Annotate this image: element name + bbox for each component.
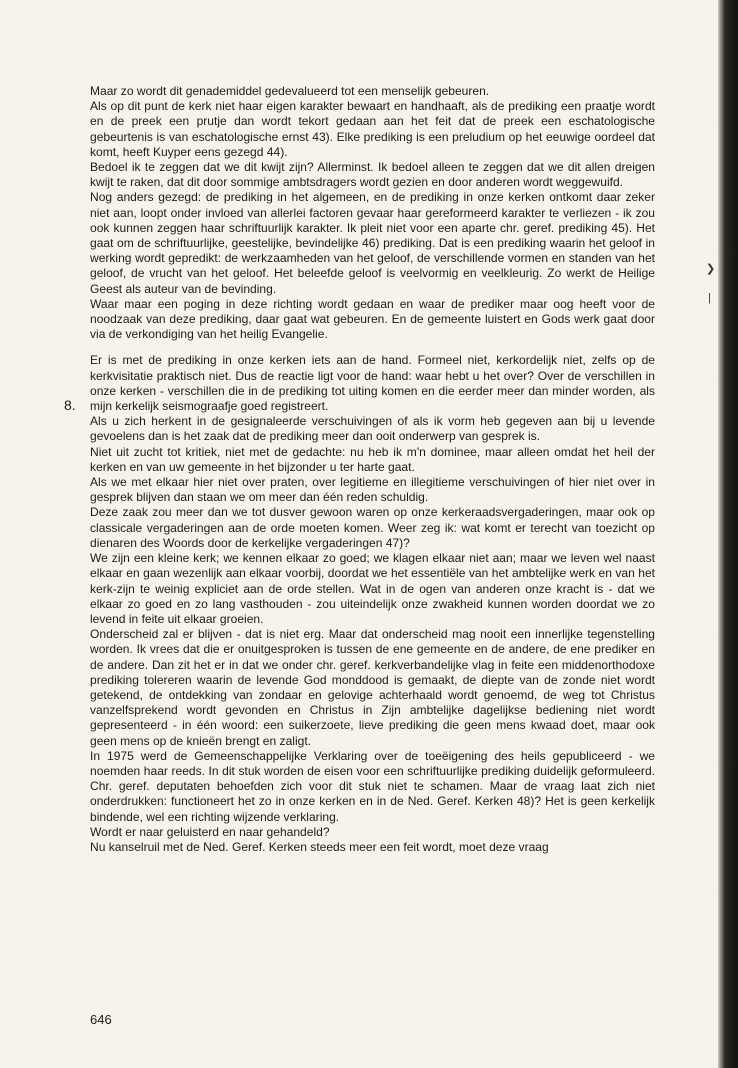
margin-mark: | xyxy=(708,292,711,304)
paragraph: In 1975 werd de Gemeenschappelijke Verklaring over de toeëigening des heils gepubliceerd - we noemden haar reeds. In dit stuk worden de eisen voor een schriftuurlijke prediking duidelijk geformuleerd. Chr. geref. deputaten behoefden zich voor dit stuk niet te schamen. Maar de vraag laat zich niet onderdrukken: functioneert het zo in onze kerken en in de Ned. Geref. Kerken 48)? Het is geen kerkelijk bindende, wel een richting wijzende verklaring. xyxy=(90,748,655,824)
paragraph: Maar zo wordt dit genademiddel gedevalueerd tot een menselijk gebeuren. xyxy=(90,84,490,98)
paragraph: Als u zich herkent in de gesignaleerde verschuivingen of als ik vorm heb gegeven aan bij u levende gevoelens dan is het zaak dat de prediking meer dan ooit onderwerp van gesprek is. xyxy=(90,414,655,444)
page-number: 646 xyxy=(90,1012,112,1027)
paragraph: Nog anders gezegd: de prediking in het algemeen, en de prediking in onze kerken ontkomt daar zeker niet aan, loopt onder invloed van allerlei factoren gevaar haar gereformeerd karakter te verliezen - ik zou ook kunnen zeggen haar schriftuurlijk karakter. Ik pleit niet voor een aparte chr. geref. prediking 45). Het gaat om de schriftuurlijke, geestelijke, bevindelijke 46) prediking. Dat is een prediking waarin het geloof in werking wordt gepredikt: de werkzaamheden van het geloof, de verschillende vormen en standen van het geloof, de vrucht van het geloof. Het beleefde geloof is veelvormig en veelkleurig. Zo werkt de Heilige Geest als auteur van de bevinding. xyxy=(90,190,655,296)
paragraph: Wordt er naar geluisterd en naar gehandeld? xyxy=(90,824,330,839)
paragraph: We zijn een kleine kerk; we kennen elkaar zo goed; we klagen elkaar niet aan; maar we leven wel naast elkaar en gaan wezenlijk aan elkaar voorbij, doordat we het essentiële van het ambtelijke werk en van het kerk-zijn te weinig expliciet aan de orde stellen. Wat in de ogen van anderen onze kracht is - dat we elkaar zo goed en zo lang vasthouden - zou uiteindelijk onze zwakheid kunnen worden doordat we zo levend in feite uit elkaar groeien. xyxy=(90,551,655,626)
paragraph: Als op dit punt de kerk niet haar eigen karakter bewaart en handhaaft, als de prediking een praatje wordt en de preek een prutje dan wordt tekort gedaan aan het feit dat de preek een eschatologische gebeurtenis is van eschatologische ernst 43). Elke prediking is een preludium op het eeuwige oordeel dat komt, heeft Kuyper eens gezegd 44). xyxy=(90,99,655,159)
paragraph: Waar maar een poging in deze richting wordt gedaan en waar de prediker maar oog heeft voor de noodzaak van deze prediking, daar gaat wat gebeuren. En de gemeente luistert en Gods werk gaat door via de verkondiging van het heilig Evangelie. xyxy=(90,296,655,342)
page-binding-edge xyxy=(718,0,738,1068)
paragraph: Bedoel ik te zeggen dat we dit kwijt zijn? Allerminst. Ik bedoel alleen te zeggen dat we dit allen dreigen kwijt te raken, dat dit door sommige ambtsdragers wordt gezien en door anderen wordt weggewuifd. xyxy=(90,160,655,190)
body-text xyxy=(90,84,655,855)
paragraph: Nu kanselruil met de Ned. Geref. Kerken steeds meer een feit wordt, moet deze vraag xyxy=(90,839,549,854)
paragraph: Deze zaak zou meer dan we tot dusver gewoon waren op onze kerkeraadsvergaderingen, maar ook op classicale vergaderingen aan de orde moeten komen. Weer zeg ik: wat komt er terecht van toezicht op dienaren des Woords door de kerkelijke vergaderingen 47)? xyxy=(90,505,655,550)
paragraph: Niet uit zucht tot kritiek, niet met de gedachte: nu heb ik m'n dominee, maar alleen omdat het heil der kerken en van uw gemeente in het bijzonder u ter harte gaat. xyxy=(90,444,655,474)
paragraph: Er is met de prediking in onze kerken iets aan de hand. Formeel niet, kerkordelijk niet, zelfs op de kerkvisitatie praktisch niet. Dus de reactie ligt voor de hand: waar hebt u het over? Over de verschillen in onze kerken - verschillen die in de prediking tot uiting komen en die eerder meer dan minder worden, als mijn kerkelijk seismograafje goed registreert. xyxy=(90,353,655,414)
paragraph: Als we met elkaar hier niet over praten, over legitieme en illegitieme verschuivingen of hier niet over in gesprek blijven dan staan we om meer dan één reden schuldig. xyxy=(90,475,655,505)
paragraph: Onderscheid zal er blijven - dat is niet erg. Maar dat onderscheid mag nooit een innerlijke tegenstelling worden. Ik vrees dat die er onuitgesproken is tussen de ene gemeente en de andere, de ene prediker en de andere. Dan zit het er in dat we onder chr. geref. kerkverbandelijke vlag in feite een middenorthodoxe prediking tolereren waarin de levende God monddood is gemaakt, de diepte van de zonde niet wordt getekend, de ontdekking van zondaar en gelovige achterhaald wordt genoemd, de weg tot Christus vanzelfsprekend wordt gevonden en Christus in Zijn ambtelijke dagelijkse bediening niet wordt gepresenteerd - in één woord: een suikerzoete, lieve prediking die geen mens kwaad doet, maar ook geen mens op de knieën brengt en zaligt. xyxy=(90,627,655,748)
section-number: 8. xyxy=(64,397,76,413)
margin-mark: ❯ xyxy=(706,263,716,275)
